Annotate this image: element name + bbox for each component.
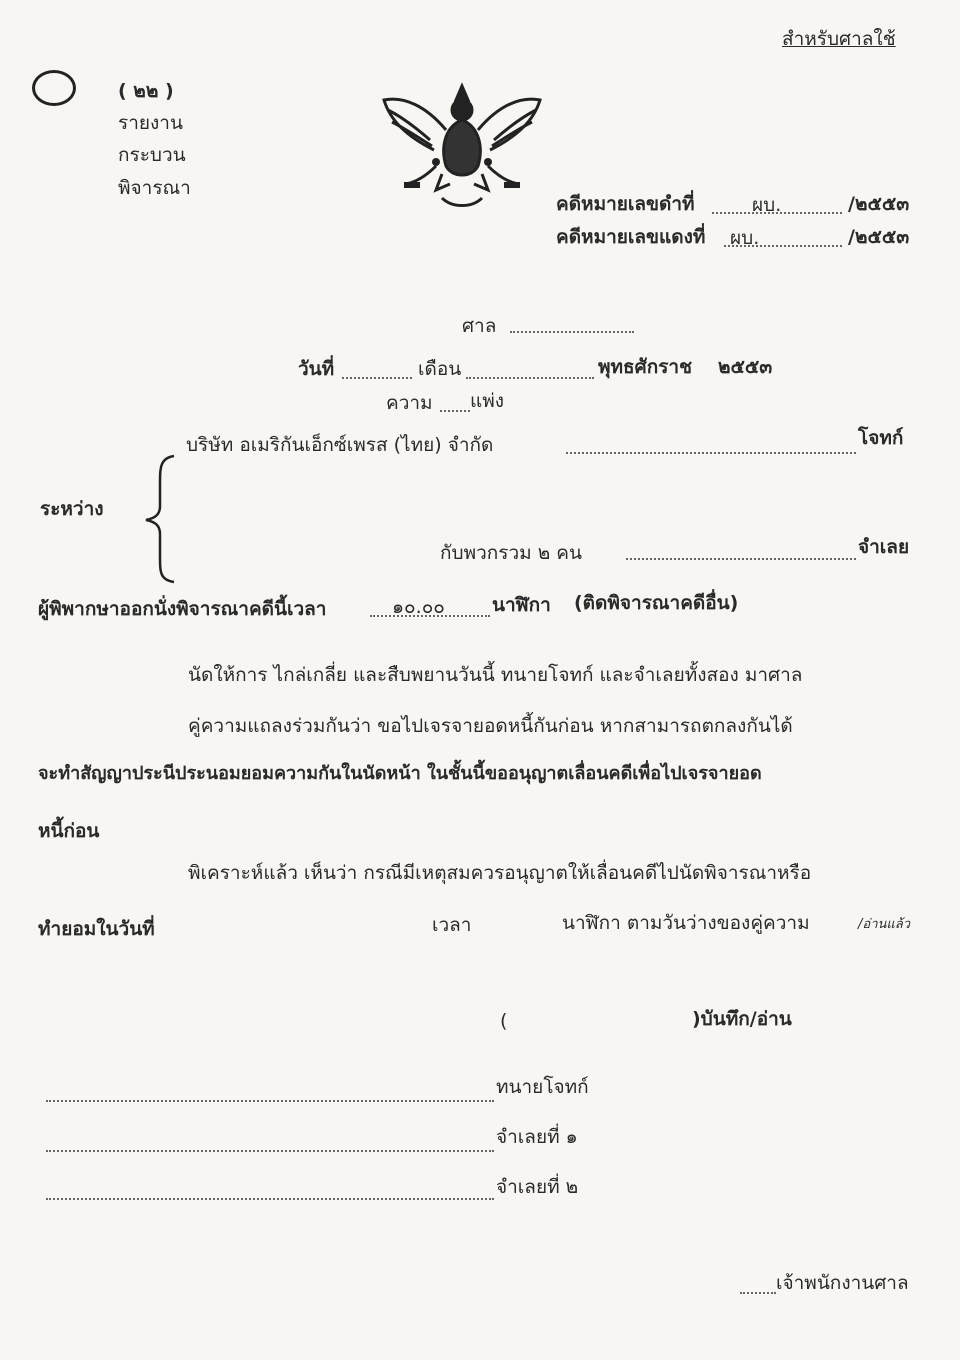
form-title-line-2: กระบวน (118, 144, 186, 166)
defendant-1-signature-line (46, 1150, 494, 1152)
court-officer-signature-line (740, 1292, 776, 1294)
judge-session-label: ผู้พิพากษาออกนั่งพิจารณาคดีนี้เวลา (38, 598, 327, 620)
red-case-value: ผบ. (730, 227, 760, 249)
red-case-year: /๒๕๕๓ (848, 226, 910, 248)
session-minute-label: นาฬิกา (492, 594, 551, 616)
circle-mark (32, 70, 76, 106)
era-label: พุทธศักราช (598, 356, 692, 378)
paragraph-1-line-4: หนี้ก่อน (38, 820, 100, 842)
court-dotted-line (510, 331, 634, 333)
plaintiff-lawyer-label: ทนายโจทก์ (496, 1076, 589, 1098)
plaintiff-role: โจทก์ (858, 427, 904, 449)
defendant-2-signature-line (46, 1198, 494, 1200)
signature-paren-open: ( (500, 1010, 508, 1032)
month-label: เดือน (418, 358, 462, 380)
paragraph-2-date-label: ทำยอมในวันที่ (38, 918, 155, 940)
form-title-line-1: รายงาน (118, 112, 183, 134)
paragraph-2-line-1: พิเคราะห์แล้ว เห็นว่า กรณีมีเหตุสมควรอนุญาตให้เลื่อนคดีไปนัดพิจารณาหรือ (188, 862, 812, 884)
case-type-dotted-line (440, 410, 470, 412)
form-number: ( ๒๒ ) (118, 80, 174, 102)
between-label: ระหว่าง (40, 498, 104, 520)
paragraph-2-schedule: นาฬิกา ตามวันว่างของคู่ความ (562, 912, 810, 934)
session-time: ๑๐.๐๐ (392, 596, 445, 618)
defendant-name: กับพวกรวม ๒ คน (440, 542, 582, 564)
plaintiff-lawyer-signature-line (46, 1100, 494, 1102)
black-case-value: ผบ. (752, 194, 782, 216)
paragraph-1-line-3: จะทำสัญญาประนีประนอมยอมความกันในนัดหน้า ในชั้นนี้ขออนุญาตเลื่อนคดีเพื่อไปเจรจายอด (38, 763, 762, 784)
defendant-role: จำเลย (858, 536, 910, 558)
signature-record-read: )บันทึก/อ่าน (692, 1008, 792, 1030)
era-year: ๒๕๕๓ (718, 356, 773, 378)
plaintiff-dotted-line (566, 452, 856, 454)
defendant-2-label: จำเลยที่ ๒ (496, 1176, 579, 1198)
handwritten-note: /อ่านแล้ว (858, 917, 911, 932)
plaintiff-name: บริษัท อเมริกันเอ็กซ์เพรส (ไทย) จำกัด (186, 434, 494, 456)
red-case-label: คดีหมายเลขแดงที่ (556, 226, 706, 248)
date-label: วันที่ (298, 358, 335, 380)
black-case-year: /๒๕๕๓ (848, 193, 910, 215)
brace-bracket (140, 454, 180, 584)
case-type-label: ความ (386, 392, 433, 414)
garuda-emblem (376, 66, 548, 216)
date-dotted-line (342, 377, 412, 379)
court-label: ศาล (462, 315, 497, 337)
case-type-value: แพ่ง (470, 390, 505, 412)
black-case-label: คดีหมายเลขดำที่ (556, 193, 695, 215)
paragraph-2-time-label: เวลา (432, 914, 472, 936)
session-note: (ติดพิจารณาคดีอื่น) (574, 592, 739, 614)
court-officer-label: เจ้าพนักงานศาล (776, 1272, 909, 1294)
defendant-1-label: จำเลยที่ ๑ (496, 1126, 578, 1148)
month-dotted-line (466, 377, 594, 379)
court-use-label: สำหรับศาลใช้ (782, 28, 896, 50)
defendant-dotted-line (626, 558, 856, 560)
form-title-line-3: พิจารณา (118, 177, 191, 199)
paragraph-1-line-1: นัดให้การ ไกล่เกลี่ย และสืบพยานวันนี้ ทนายโจทก์ และจำเลยทั้งสอง มาศาล (188, 664, 803, 686)
paragraph-1-line-2: คู่ความแถลงร่วมกันว่า ขอไปเจรจายอดหนี้กันก่อน หากสามารถตกลงกันได้ (188, 715, 793, 737)
